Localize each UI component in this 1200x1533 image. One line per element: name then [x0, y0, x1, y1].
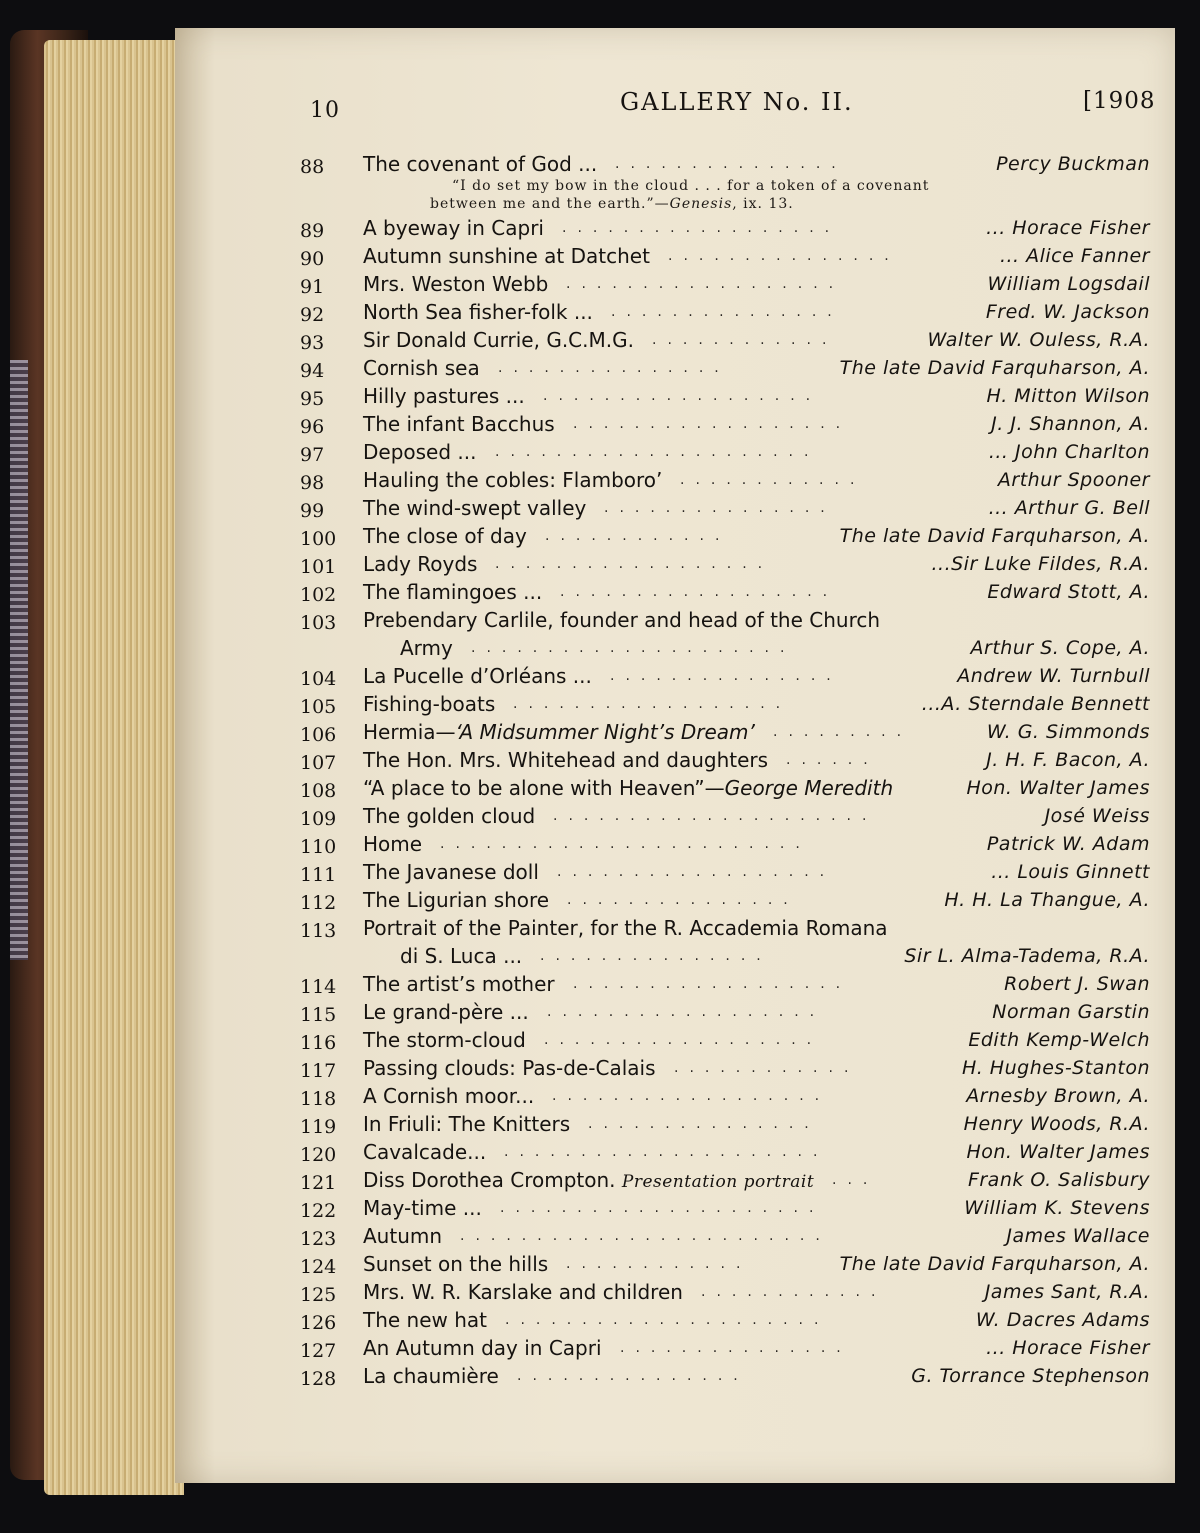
entry-number: 128 [300, 1368, 337, 1390]
entry-artist: José Weiss [1044, 805, 1150, 827]
catalogue-entry [300, 494, 1170, 522]
leader-dots: .................. [544, 1032, 823, 1048]
entry-title [363, 802, 539, 830]
entry-number: 127 [300, 1340, 337, 1362]
entry-number: 102 [300, 584, 337, 606]
entry-title [363, 550, 481, 578]
leader-dots: ............... [668, 248, 900, 264]
entry-quotation [430, 178, 1170, 214]
entry-title [363, 354, 484, 382]
catalogue-entry [300, 1110, 1170, 1138]
entry-title-text: In Friuli: The Knitters [363, 1112, 571, 1136]
catalogue-entry [300, 1278, 1170, 1306]
leader-dots: ..................... [504, 1144, 829, 1160]
entry-artist: ... John Charlton [988, 441, 1150, 463]
catalogue-entry [300, 438, 1170, 466]
catalogue-entry [300, 1138, 1170, 1166]
catalogue-entry [300, 382, 1170, 410]
entry-artist: James Wallace [1006, 1225, 1150, 1247]
entry-number: 116 [300, 1032, 337, 1054]
entry-number: 95 [300, 388, 325, 410]
leader-dots: ............... [498, 360, 730, 376]
catalogue-entry [300, 998, 1170, 1026]
entry-artist: Hon. Walter James [966, 777, 1150, 799]
entry-title-text: Lady Royds [363, 552, 478, 576]
leader-dots: .................. [552, 1088, 831, 1104]
entry-title-text: Sir Donald Currie, G.C.M.G. [363, 328, 634, 352]
leader-dots: ............ [652, 332, 838, 348]
entry-title [363, 150, 601, 178]
entry-artist: ...A. Sterndale Bennett [921, 693, 1150, 715]
entry-title-text: Autumn sunshine at Datchet [363, 244, 650, 268]
entry-title [363, 914, 892, 942]
leader-dots: ........................ [460, 1228, 831, 1244]
catalogue-entry [300, 1362, 1170, 1390]
entry-artist: W. Dacres Adams [975, 1309, 1150, 1331]
catalogue-entry [300, 886, 1170, 914]
entry-artist: Arthur Spooner [997, 469, 1150, 491]
catalogue-entry [300, 802, 1170, 830]
catalogue-entry [300, 1194, 1170, 1222]
leader-dots: ............... [517, 1368, 749, 1384]
entry-title-text: Hermia— [363, 720, 456, 744]
entry-number: 123 [300, 1228, 337, 1250]
leader-dots: ............... [540, 948, 772, 964]
entry-artist: ... Alice Fanner [999, 245, 1150, 267]
entry-number: 97 [300, 444, 325, 466]
entry-title-italic: George Meredith [724, 776, 894, 800]
entry-artist: Fred. W. Jackson [985, 301, 1150, 323]
page-header [0, 88, 1200, 128]
leader-dots: ..................... [553, 808, 878, 824]
entry-number: 119 [300, 1116, 337, 1138]
entry-title-text: Autumn [363, 1224, 443, 1248]
entry-title [363, 242, 654, 270]
entry-title [363, 718, 759, 746]
entry-number: 94 [300, 360, 325, 382]
catalogue-entry [300, 662, 1170, 690]
catalogue-entry [300, 410, 1170, 438]
leader-dots: ............... [610, 668, 842, 684]
leader-dots: .................. [557, 864, 836, 880]
catalogue-entry [300, 970, 1170, 998]
leader-dots: ............... [611, 304, 843, 320]
quote-line-2-text: between me and the earth.”— [430, 196, 670, 212]
entry-title-text: The close of day [363, 524, 527, 548]
entry-title [363, 1054, 660, 1082]
entry-title [400, 634, 457, 662]
entry-number: 89 [300, 220, 325, 242]
entry-title-text: An Autumn day in Capri [363, 1336, 602, 1360]
catalogue-entry [300, 354, 1170, 382]
entry-artist: Sir L. Alma-Tadema, R.A. [904, 945, 1150, 967]
catalogue-entry [300, 298, 1170, 326]
entry-title [363, 1334, 606, 1362]
entry-artist: ... Arthur G. Bell [988, 497, 1150, 519]
entry-number: 91 [300, 276, 325, 298]
catalogue-entry [300, 1166, 1170, 1194]
entry-title-text: Mrs. W. R. Karslake and children [363, 1280, 683, 1304]
entry-title [363, 970, 559, 998]
catalogue-list [300, 150, 1170, 1390]
entry-number: 96 [300, 416, 325, 438]
entry-artist: Andrew W. Turnbull [957, 665, 1150, 687]
entry-title-text: A byeway in Capri [363, 216, 544, 240]
entry-title [363, 830, 426, 858]
entry-number: 117 [300, 1060, 337, 1082]
catalogue-entry [300, 942, 1170, 970]
entry-title [363, 298, 597, 326]
entry-title-text: La Pucelle d’Orléans ... [363, 664, 592, 688]
entry-title [363, 1082, 538, 1110]
catalogue-entry [300, 466, 1170, 494]
entry-title [400, 942, 526, 970]
entry-title [363, 1194, 486, 1222]
entry-artist: ... Horace Fisher [986, 1337, 1150, 1359]
leader-dots: ........................ [440, 836, 811, 852]
leader-dots: ...... [786, 752, 879, 768]
entry-artist: Arthur S. Cope, A. [970, 637, 1150, 659]
catalogue-entry [300, 746, 1170, 774]
entry-title-text: Portrait of the Painter, for the R. Accademia Romana [363, 916, 888, 940]
entry-artist: James Sant, R.A. [984, 1281, 1150, 1303]
entry-artist: W. G. Simmonds [986, 721, 1150, 743]
catalogue-entry [300, 550, 1170, 578]
entry-title-text: The infant Bacchus [363, 412, 555, 436]
page-title: GALLERY No. II. [620, 88, 854, 116]
entry-title-text: Army [400, 636, 453, 660]
entry-number: 106 [300, 724, 337, 746]
entry-title-note: Presentation portrait [621, 1172, 815, 1192]
entry-number: 113 [300, 920, 337, 942]
entry-number: 124 [300, 1256, 337, 1278]
leader-dots: ............ [674, 1060, 860, 1076]
catalogue-entry [300, 1306, 1170, 1334]
entry-number: 114 [300, 976, 337, 998]
entry-number: 98 [300, 472, 325, 494]
entry-artist: ... Horace Fisher [986, 217, 1150, 239]
leader-dots: ............... [567, 892, 799, 908]
entry-artist: Robert J. Swan [1004, 973, 1150, 995]
entry-title-text: The Ligurian shore [363, 888, 550, 912]
entry-number: 100 [300, 528, 337, 550]
entry-title [363, 382, 529, 410]
leader-dots: .................. [543, 388, 822, 404]
entry-number: 115 [300, 1004, 337, 1026]
leader-dots: .................. [573, 976, 852, 992]
entry-title [363, 1026, 530, 1054]
entry-title [363, 774, 897, 802]
entry-number: 121 [300, 1172, 337, 1194]
quote-line-1: “I do set my bow in the cloud . . . for a token of a covenant [452, 178, 930, 194]
entry-artist: William Logsdail [987, 273, 1150, 295]
catalogue-entry [300, 214, 1170, 242]
entry-artist: H. H. La Thangue, A. [944, 889, 1150, 911]
catalogue-entry [300, 242, 1170, 270]
entry-number: 122 [300, 1200, 337, 1222]
entry-artist: Frank O. Salisbury [967, 1169, 1150, 1191]
entry-artist: Norman Garstin [992, 1001, 1150, 1023]
entry-number: 105 [300, 696, 337, 718]
entry-artist: Percy Buckman [996, 153, 1150, 175]
entry-artist: Edward Stott, A. [987, 581, 1150, 603]
entry-title [363, 1166, 818, 1194]
entry-title [363, 1362, 503, 1390]
entry-number: 88 [300, 156, 325, 178]
catalogue-entry [300, 578, 1170, 606]
leader-dots: .................. [566, 276, 845, 292]
entry-number: 92 [300, 304, 325, 326]
entry-title-text: The storm-cloud [363, 1028, 526, 1052]
entry-title-text: The golden cloud [363, 804, 536, 828]
leader-dots: ............... [604, 500, 836, 516]
entry-title-text: Cornish sea [363, 356, 480, 380]
entry-title-text: Hilly pastures ... [363, 384, 525, 408]
leader-dots: ..................... [500, 1200, 825, 1216]
entry-artist: G. Torrance Stephenson [911, 1365, 1150, 1387]
entry-title-text: Passing clouds: Pas-de-Calais [363, 1056, 656, 1080]
entry-title [363, 746, 772, 774]
leader-dots: ..................... [495, 444, 820, 460]
entry-title [363, 1250, 552, 1278]
entry-title [363, 1278, 687, 1306]
leader-dots: .................. [547, 1004, 826, 1020]
entry-title [363, 438, 481, 466]
leader-dots: .................. [573, 416, 852, 432]
entry-title-text: Sunset on the hills [363, 1252, 549, 1276]
page-year: [1908 [1083, 88, 1156, 114]
entry-number: 90 [300, 248, 325, 270]
entry-artist: J. H. F. Bacon, A. [986, 749, 1150, 771]
entry-artist: Henry Woods, R.A. [963, 1113, 1150, 1135]
entry-artist: The late David Farquharson, A. [839, 525, 1150, 547]
entry-number: 104 [300, 668, 337, 690]
entry-artist: ...Sir Luke Fildes, R.A. [931, 553, 1150, 575]
entry-number: 109 [300, 808, 337, 830]
entry-title [363, 886, 553, 914]
entry-title-text: The wind-swept valley [363, 496, 587, 520]
entry-title [363, 410, 559, 438]
entry-title-text: Diss Dorothea Crompton. [363, 1168, 616, 1192]
leader-dots: ............... [620, 1340, 852, 1356]
entry-number: 126 [300, 1312, 337, 1334]
catalogue-entry [300, 522, 1170, 550]
entry-number: 125 [300, 1284, 337, 1306]
leader-dots: .................. [513, 696, 792, 712]
entry-title [363, 466, 666, 494]
quote-line-2 [430, 196, 794, 213]
entry-title-text: The artist’s mother [363, 972, 555, 996]
entry-title-text: Home [363, 832, 423, 856]
leader-dots: ............ [701, 1284, 887, 1300]
entry-title [363, 270, 552, 298]
entry-title [363, 690, 499, 718]
entry-title-text: Cavalcade... [363, 1140, 487, 1164]
entry-title-text: “A place to be alone with Heaven”— [363, 776, 725, 800]
entry-number: 120 [300, 1144, 337, 1166]
entry-title [363, 998, 533, 1026]
entry-artist: William K. Stevens [964, 1197, 1150, 1219]
leader-dots: ..................... [505, 1312, 830, 1328]
entry-number: 101 [300, 556, 337, 578]
entry-title [363, 522, 531, 550]
entry-title [363, 1306, 491, 1334]
entry-title-text: May-time ... [363, 1196, 482, 1220]
entry-title [363, 606, 884, 634]
leader-dots: .................. [562, 220, 841, 236]
entry-number: 99 [300, 500, 325, 522]
entry-artist: Edith Kemp-Welch [968, 1029, 1150, 1051]
entry-artist: H. Hughes-Stanton [961, 1057, 1150, 1079]
leader-dots: .................. [560, 584, 839, 600]
entry-title-text: A Cornish moor... [363, 1084, 535, 1108]
page-edges [44, 40, 184, 1495]
leader-dots: .................. [495, 556, 774, 572]
entry-number: 110 [300, 836, 337, 858]
catalogue-entry [300, 1250, 1170, 1278]
catalogue-entry [300, 326, 1170, 354]
entry-title-text: Hauling the cobles: Flamboro’ [363, 468, 663, 492]
catalogue-entry [300, 606, 1170, 634]
catalogue-entry [300, 718, 1170, 746]
entry-artist: Hon. Walter James [966, 1141, 1150, 1163]
entry-title-italic: ‘A Midsummer Night’s Dream’ [455, 720, 755, 744]
entry-number: 112 [300, 892, 337, 914]
entry-title [363, 214, 548, 242]
entry-title-text: The Hon. Mrs. Whitehead and daughters [363, 748, 769, 772]
binding-stitching [10, 360, 28, 960]
entry-artist: The late David Farquharson, A. [839, 1253, 1150, 1275]
entry-number: 93 [300, 332, 325, 354]
entry-number: 118 [300, 1088, 337, 1110]
catalogue-entry [300, 1334, 1170, 1362]
entry-title-text: The covenant of God ... [363, 152, 598, 176]
leader-dots: ......... [773, 724, 913, 740]
catalogue-entry [300, 1082, 1170, 1110]
entry-title [363, 1138, 490, 1166]
entry-number: 103 [300, 612, 337, 634]
entry-artist: H. Mitton Wilson [986, 385, 1150, 407]
entry-title [363, 578, 546, 606]
leader-dots: ............ [545, 528, 731, 544]
entry-title [363, 662, 596, 690]
entry-title-text: Prebendary Carlile, founder and head of the Church [363, 608, 881, 632]
entry-artist: The late David Farquharson, A. [839, 357, 1150, 379]
leader-dots: ... [832, 1172, 879, 1188]
leader-dots: ............ [566, 1256, 752, 1272]
catalogue-entry [300, 830, 1170, 858]
entry-title [363, 1110, 574, 1138]
catalogue-entry [300, 914, 1170, 942]
catalogue-entry [300, 1054, 1170, 1082]
entry-title [363, 494, 590, 522]
leader-dots: ............... [588, 1116, 820, 1132]
entry-title-text: La chaumière [363, 1364, 499, 1388]
entry-title-text: Mrs. Weston Webb [363, 272, 549, 296]
entry-title-text: Deposed ... [363, 440, 477, 464]
catalogue-entry [300, 1026, 1170, 1054]
entry-artist: Walter W. Ouless, R.A. [927, 329, 1150, 351]
entry-title [363, 1222, 446, 1250]
catalogue-entry [300, 774, 1170, 802]
entry-title-text: North Sea fisher-folk ... [363, 300, 593, 324]
entry-title [363, 858, 543, 886]
page-number: 10 [310, 98, 340, 123]
entry-title-text: Fishing-boats [363, 692, 496, 716]
leader-dots: ............ [680, 472, 866, 488]
quote-reference: , ix. 13. [732, 196, 794, 212]
entry-title-text: The new hat [363, 1308, 488, 1332]
entry-title-text: The Javanese doll [363, 860, 539, 884]
quote-source: Genesis [669, 196, 733, 212]
entry-title [363, 326, 638, 354]
leader-dots: ..................... [471, 640, 796, 656]
entry-artist: Patrick W. Adam [986, 833, 1150, 855]
catalogue-entry [300, 150, 1170, 178]
catalogue-entry [300, 634, 1170, 662]
entry-number: 108 [300, 780, 337, 802]
catalogue-entry [300, 270, 1170, 298]
entry-number: 107 [300, 752, 337, 774]
entry-title-text: di S. Luca ... [400, 944, 523, 968]
catalogue-entry [300, 858, 1170, 886]
catalogue-entry [300, 690, 1170, 718]
catalogue-entry [300, 1222, 1170, 1250]
entry-artist: J. J. Shannon, A. [991, 413, 1150, 435]
entry-artist: Arnesby Brown, A. [966, 1085, 1150, 1107]
leader-dots: ............... [615, 156, 847, 172]
entry-artist: ... Louis Ginnett [991, 861, 1150, 883]
entry-number: 111 [300, 864, 337, 886]
entry-title-text: Le grand-père ... [363, 1000, 529, 1024]
entry-title-text: The flamingoes ... [363, 580, 543, 604]
